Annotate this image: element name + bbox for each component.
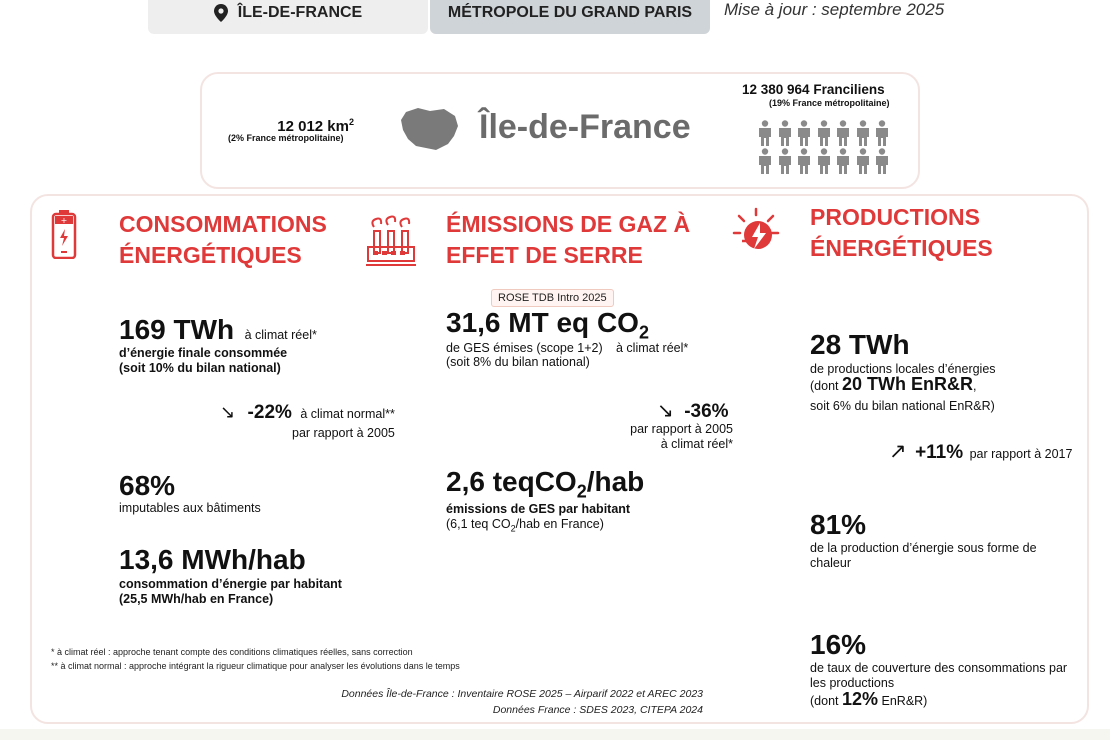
tab-label: ÎLE-DE-FRANCE xyxy=(237,4,363,21)
emissions-total-sub: 2 xyxy=(638,322,649,343)
person-icon xyxy=(777,120,793,146)
title-line: CONSOMMATIONS xyxy=(119,211,327,237)
prod-coverage-value: 16% xyxy=(810,629,867,660)
prod-total-desc3: soit 6% du bilan national EnR&R) xyxy=(810,399,995,413)
person-icon xyxy=(874,120,890,146)
person-icon xyxy=(796,148,812,174)
desc-part: (dont xyxy=(810,694,839,708)
conso-per-capita-value: 13,6 MWh/hab xyxy=(119,544,306,575)
emissions-per-capita-desc1: émissions de GES par habitant xyxy=(446,502,631,516)
emissions-total-desc2: (soit 8% du bilan national) xyxy=(446,355,590,369)
emissions-trend-value: -36% xyxy=(684,401,729,422)
tab-label: MÉTROPOLE DU GRAND PARIS xyxy=(447,4,693,21)
desc-line: chaleur xyxy=(810,556,851,570)
tab-metropole-grand-paris[interactable] xyxy=(430,0,710,34)
emissions-total-note: à climat réel* xyxy=(616,341,689,355)
conso-buildings-desc: imputables aux bâtiments xyxy=(119,501,261,515)
emissions-total-desc1: de GES émises (scope 1+2) xyxy=(446,341,603,355)
productions-title xyxy=(810,202,993,264)
desc-line: de taux de couverture des consommations par xyxy=(810,661,1068,675)
area-value: 12 012 km xyxy=(277,118,349,135)
desc-sub: 2 xyxy=(510,523,516,534)
update-date: Mise à jour : septembre 2025 xyxy=(724,0,945,19)
conso-total-value: 169 TWh xyxy=(119,314,235,345)
footnote-climat-reel: * à climat réel : approche tenant compte des conditions climatiques réelles, sans correction xyxy=(51,647,413,657)
conso-total-note: à climat réel* xyxy=(244,328,317,342)
title-line: EFFET DE SERRE xyxy=(446,242,643,268)
prod-total-value: 28 TWh xyxy=(810,329,910,360)
area-note: (2% France métropolitaine) xyxy=(228,133,344,143)
person-icon xyxy=(874,148,890,174)
prod-heat-value: 81% xyxy=(810,509,867,540)
desc-part: (6,1 teq CO xyxy=(446,517,511,531)
title-line: ÉNERGÉTIQUES xyxy=(810,235,993,261)
page-footer-strip xyxy=(0,729,1110,740)
region-title: Île-de-France xyxy=(479,108,691,146)
conso-per-capita-desc xyxy=(119,577,342,607)
region-map-icon xyxy=(400,106,460,152)
conso-trend xyxy=(220,402,395,424)
prod-total-desc1: de productions locales d’énergies xyxy=(810,362,996,376)
consommations-title xyxy=(119,209,327,271)
emissions-per-capita-sub: 2 xyxy=(576,481,587,502)
desc-part: /hab en France) xyxy=(515,517,604,531)
map-pin-icon xyxy=(214,4,228,22)
arrow-down-right-icon: ↘ xyxy=(657,400,674,422)
source-idf: Données Île-de-France : Inventaire ROSE 2025 – Airparif 2022 et AREC 2023 xyxy=(341,688,703,700)
person-icon xyxy=(855,148,871,174)
prod-trend xyxy=(889,439,1072,464)
conso-trend-desc: par rapport à 2005 xyxy=(292,426,395,440)
emissions-per-capita-desc2 xyxy=(446,517,604,537)
arrow-up-right-icon: ↗ xyxy=(889,440,907,463)
desc-line: les productions xyxy=(810,676,895,690)
population-value: 12 380 964 Franciliens xyxy=(742,82,885,97)
factory-icon xyxy=(364,215,418,269)
population-note: (19% France métropolitaine) xyxy=(769,98,890,108)
area-sup: 2 xyxy=(348,117,354,127)
conso-total-desc xyxy=(119,346,287,376)
person-icon xyxy=(777,148,793,174)
desc-line: (25,5 MWh/hab en France) xyxy=(119,592,274,606)
conso-trend-value: -22% xyxy=(247,402,292,423)
source-chip[interactable]: ROSE TDB Intro 2025 xyxy=(491,289,614,307)
desc-line: (soit 10% du bilan national) xyxy=(119,361,281,375)
desc-part: (dont xyxy=(810,379,839,393)
prod-heat-desc xyxy=(810,541,1037,571)
emissions-trend xyxy=(657,398,729,423)
conso-trend-note: à climat normal** xyxy=(300,407,395,421)
prod-coverage-enr-value: 12% xyxy=(841,689,879,709)
prod-total-desc2 xyxy=(810,374,977,394)
emissions-per-capita-unit: /hab xyxy=(586,466,645,497)
person-icon xyxy=(855,120,871,146)
desc-part: EnR&R) xyxy=(881,694,928,708)
emissions-per-capita-value: 2,6 teqCO xyxy=(446,466,577,497)
population-icons xyxy=(757,120,897,176)
desc-line: consommation d’énergie par habitant xyxy=(119,577,342,591)
desc-line: d’énergie finale consommée xyxy=(119,346,288,360)
desc-line: de la production d’énergie sous forme de xyxy=(810,541,1037,555)
desc-line: à climat réel* xyxy=(660,437,733,451)
person-icon xyxy=(816,148,832,174)
person-icon xyxy=(835,148,851,174)
title-line: ÉNERGÉTIQUES xyxy=(119,242,302,268)
energy-production-icon xyxy=(730,207,782,259)
prod-enr-value: 20 TWh EnR&R xyxy=(841,374,973,394)
tab-ile-de-france[interactable] xyxy=(148,0,428,34)
prod-coverage-desc3 xyxy=(810,689,928,709)
person-icon xyxy=(757,148,773,174)
desc-line: par rapport à 2005 xyxy=(630,422,733,436)
battery-icon xyxy=(51,209,77,259)
prod-coverage-desc xyxy=(810,661,1067,691)
title-line: PRODUCTIONS xyxy=(810,204,980,230)
arrow-down-right-icon: ↘ xyxy=(220,402,236,422)
conso-total xyxy=(119,314,317,346)
desc-part: , xyxy=(973,379,977,393)
footnote-climat-normal: ** à climat normal : approche intégrant la rigueur climatique pour analyser les évolutions dans le temps xyxy=(51,661,460,671)
prod-trend-desc: par rapport à 2017 xyxy=(969,447,1073,461)
title-line: ÉMISSIONS DE GAZ À xyxy=(446,211,691,237)
emissions-total-value: 31,6 MT eq CO xyxy=(446,307,639,338)
prod-trend-value: +11% xyxy=(915,442,964,463)
emissions-trend-desc xyxy=(627,422,733,452)
person-icon xyxy=(816,120,832,146)
conso-buildings-value: 68% xyxy=(119,470,176,501)
source-france: Données France : SDES 2023, CITEPA 2024 xyxy=(492,704,703,716)
person-icon xyxy=(796,120,812,146)
person-icon xyxy=(835,120,851,146)
emissions-title xyxy=(446,209,690,271)
person-icon xyxy=(757,120,773,146)
svg-text:+: + xyxy=(60,216,68,225)
